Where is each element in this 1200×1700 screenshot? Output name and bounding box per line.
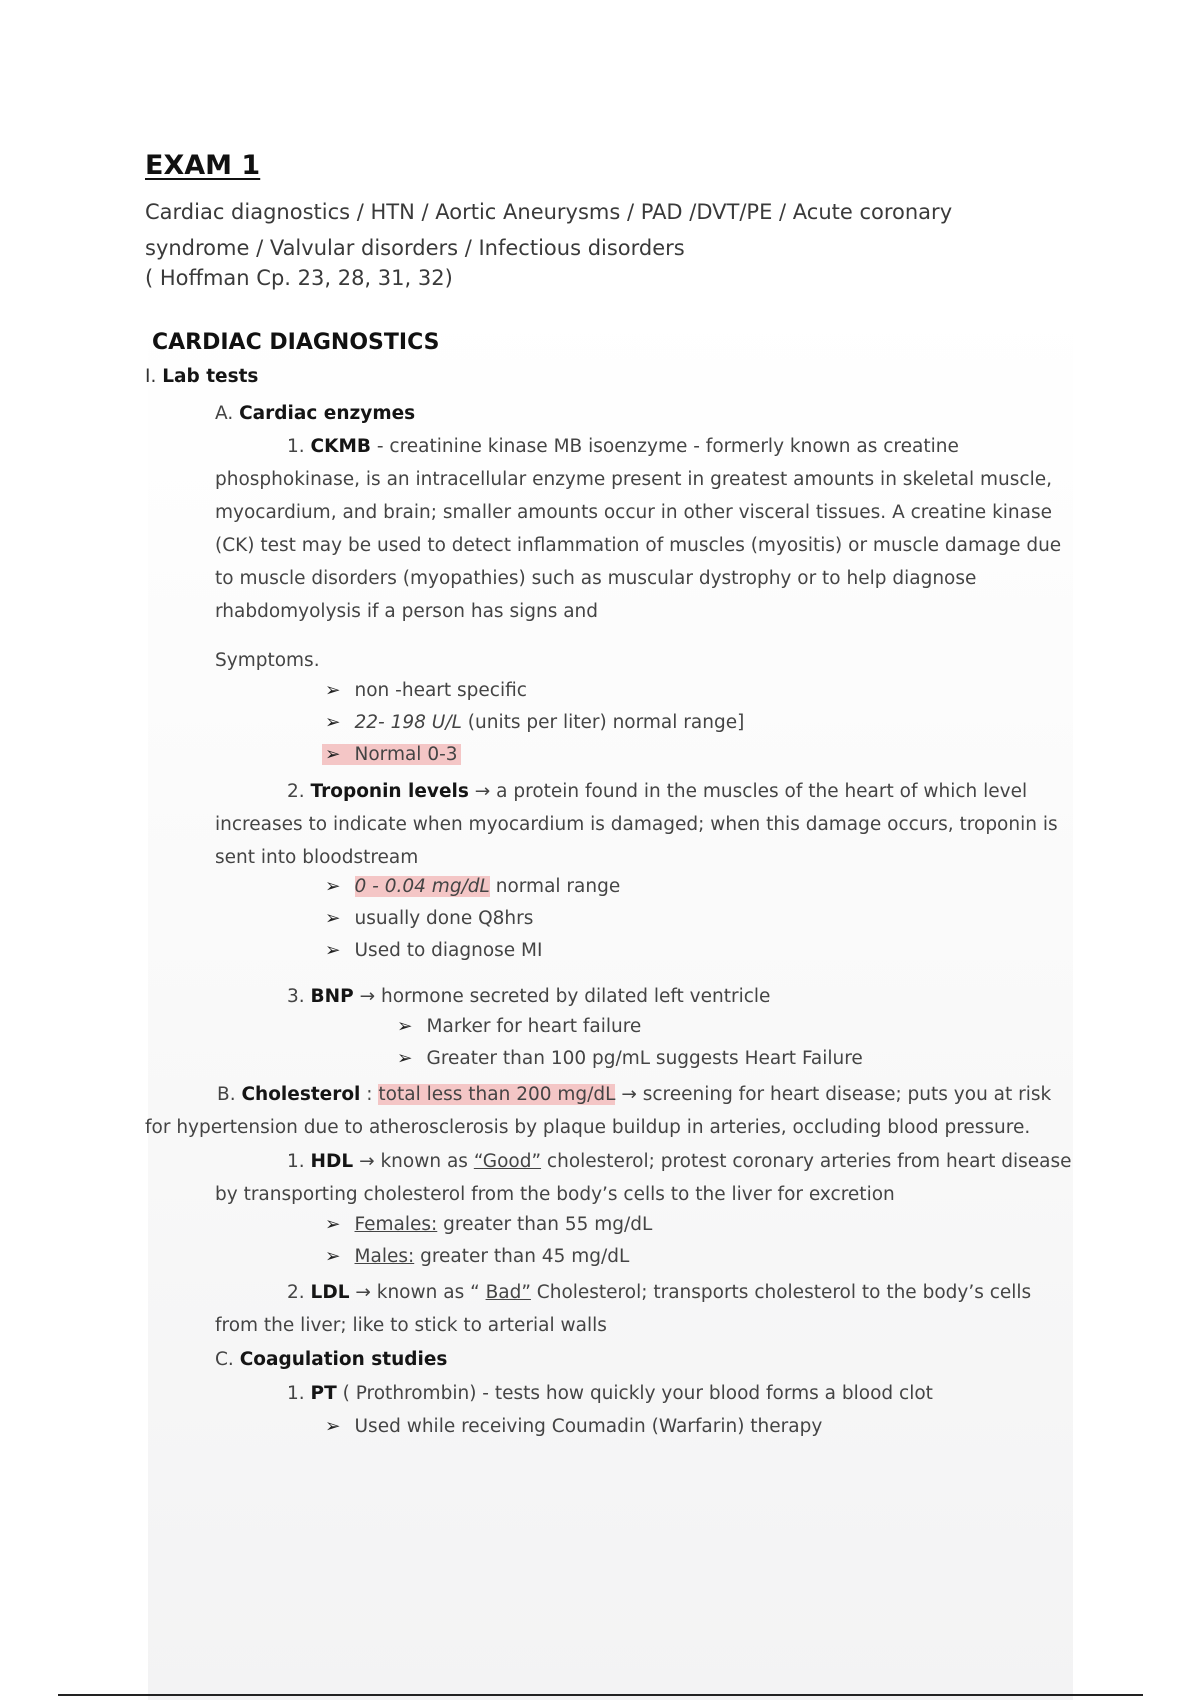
arrow-bullet-icon: ➢: [325, 712, 341, 733]
arrow-bullet-icon: ➢: [325, 908, 341, 929]
lab-tests-heading: [145, 366, 258, 387]
lab-tests-label: Lab tests: [162, 366, 259, 387]
arrow-bullet-icon: ➢: [325, 680, 341, 701]
troponin-term: Troponin levels: [310, 781, 469, 802]
ckmb-desc-end: Symptoms.: [215, 650, 320, 671]
coagulation-label: Coagulation studies: [239, 1349, 448, 1370]
cholesterol-label: Cholesterol: [241, 1084, 361, 1105]
cholesterol-paragraph: B. Cholesterol : total less than 200 mg/dL → screening for heart disease; puts you at risk for hypertension due to atherosclerosis by plaque buildup in arteries, occluding blood pressure.: [145, 1084, 1052, 1138]
troponin-range-highlight: 0 - 0.04 mg/dL: [354, 876, 490, 897]
list-item: ➢ 22- 198 U/L (units per liter) normal range]: [325, 712, 745, 733]
cardiac-enzymes-letter: A.: [215, 403, 234, 424]
exam-topics: Cardiac diagnostics / HTN / Aortic Aneurysms / PAD /DVT/PE / Acute coronary syndrome / Valvular disorders / Infectious disorders: [145, 200, 953, 260]
list-item-highlighted: ➢ Normal 0-3: [322, 744, 461, 765]
list-item: ➢ Females: greater than 55 mg/dL: [325, 1214, 653, 1235]
lab-tests-num: I.: [145, 366, 157, 387]
cardiac-enzymes-label: Cardiac enzymes: [239, 403, 416, 424]
list-item: ➢ Males: greater than 45 mg/dL: [325, 1246, 630, 1267]
bnp-desc: → hormone secreted by dilated left ventricle: [353, 986, 771, 1007]
page-bottom-rule: [58, 1694, 1143, 1696]
ldl-num: 2.: [287, 1282, 305, 1303]
bnp-num: 3.: [287, 986, 305, 1007]
list-item: ➢ Used while receiving Coumadin (Warfarin) therapy: [325, 1416, 823, 1437]
list-item: ➢ Used to diagnose MI: [325, 940, 543, 961]
ldl-desc: Cholesterol; transports cholesterol to the body’s cells from the liver; like to stick to arterial walls: [215, 1282, 1032, 1336]
pt-num: 1.: [287, 1383, 305, 1404]
list-item: ➢ Marker for heart failure: [397, 1016, 642, 1037]
arrow-bullet-icon: ➢: [325, 876, 341, 897]
ckmb-num: 1.: [287, 436, 305, 457]
pt-desc: ( Prothrombin) - tests how quickly your blood forms a blood clot: [336, 1383, 933, 1404]
pt-term: PT: [310, 1383, 337, 1404]
list-item: ➢ usually done Q8hrs: [325, 908, 534, 929]
ckmb-desc: - creatinine kinase MB isoenzyme - formerly known as creatine phosphokinase, is an intracellular enzyme present in greatest amounts in skeletal muscle, myocardium, and brain; smaller amounts occur in other visceral tissues. A creatine kinase (CK) test may be used to detect inflammation of muscles (myositis) or muscle damage due to muscle disorders (myopathies) such as muscular dystrophy or to help diagnose rhabdomyolysis if a person has signs and: [215, 436, 1062, 622]
arrow-bullet-icon: ➢: [325, 1416, 341, 1437]
list-item: ➢ non -heart specific: [325, 680, 527, 701]
ckmb-paragraph: [215, 430, 1075, 628]
chapter-reference: ( Hoffman Cp. 23, 28, 31, 32): [145, 266, 453, 290]
hdl-num: 1.: [287, 1151, 305, 1172]
ckmb-term: CKMB: [310, 436, 371, 457]
bnp-term: BNP: [310, 986, 354, 1007]
list-item: ➢ Greater than 100 pg/mL suggests Heart Failure: [397, 1048, 863, 1069]
bnp-paragraph: [287, 980, 770, 1013]
hdl-term: HDL: [310, 1151, 354, 1172]
arrow-bullet-icon: ➢: [325, 940, 341, 961]
ldl-term: LDL: [310, 1282, 350, 1303]
section-title: CARDIAC DIAGNOSTICS: [152, 330, 440, 355]
coagulation-letter: C.: [215, 1349, 234, 1370]
arrow-bullet-icon: ➢: [325, 1214, 341, 1235]
arrow-bullet-icon: ➢: [325, 1246, 341, 1267]
hdl-desc: cholesterol; protest coronary arteries from heart disease by transporting cholesterol from the body’s cells to the liver for excretion: [215, 1151, 1072, 1205]
arrow-bullet-icon: ➢: [397, 1016, 413, 1037]
cardiac-enzymes-heading: [215, 397, 415, 430]
troponin-num: 2.: [287, 781, 305, 802]
cholesterol-desc: → screening for heart disease; puts you at risk for hypertension due to atherosclerosis by plaque buildup in arteries, occluding blood pressure.: [145, 1084, 1052, 1138]
list-item: ➢ 0 - 0.04 mg/dL normal range: [325, 876, 621, 897]
arrow-bullet-icon: ➢: [325, 744, 341, 765]
arrow-bullet-icon: ➢: [397, 1048, 413, 1069]
coagulation-heading: [215, 1343, 447, 1376]
cholesterol-letter: B.: [217, 1084, 236, 1105]
troponin-paragraph: [215, 775, 1075, 874]
cholesterol-highlight: total less than 200 mg/dL: [378, 1084, 616, 1105]
exam-title: EXAM 1: [145, 150, 261, 181]
hdl-paragraph: 1. HDL → known as “Good” cholesterol; protest coronary arteries from heart disease by transporting cholesterol from the body’s cells to the liver for excretion: [215, 1151, 1072, 1205]
pt-paragraph: [287, 1377, 933, 1410]
troponin-desc: → a protein found in the muscles of the heart of which level increases to indicate when myocardium is damaged; when this damage occurs, troponin is sent into bloodstream: [215, 781, 1058, 868]
ldl-paragraph: 2. LDL → known as “ Bad” Cholesterol; transports cholesterol to the body’s cells from the liver; like to stick to arterial walls: [215, 1282, 1032, 1336]
